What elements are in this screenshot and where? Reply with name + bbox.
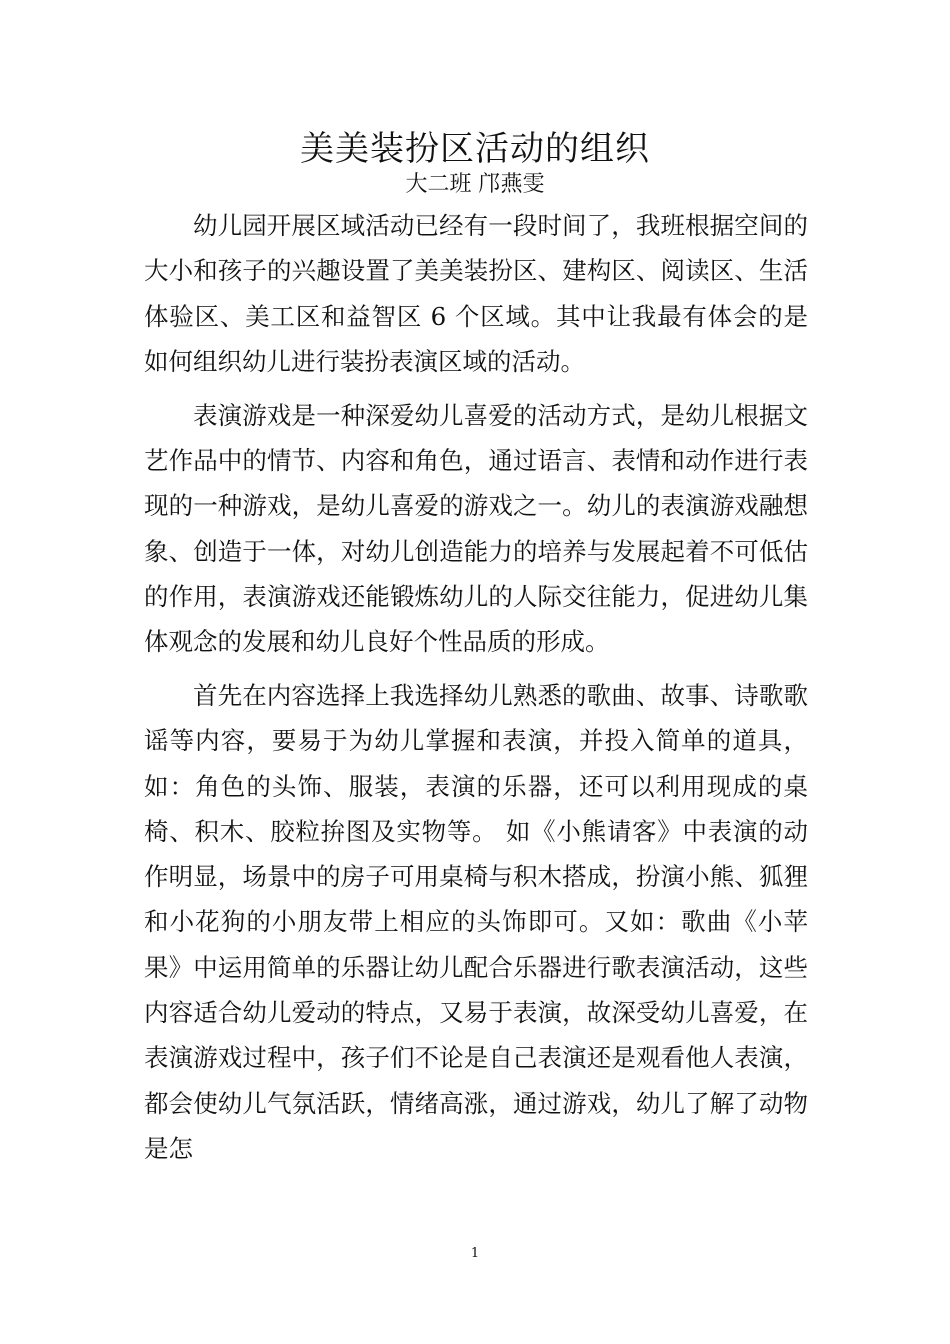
body-text — [144, 203, 808, 1180]
paragraph-3: 首先在内容选择上我选择幼儿熟悉的歌曲、故事、诗歌歌谣等内容，要易于为幼儿掌握和表演，并投入简单的道具，如：角色的头饰、服装，表演的乐器，还可以利用现成的桌椅、积木、胶粒拚图及实物等。 如《小熊请客》中表演的动作明显，场景中的房子可用桌椅与积木搭成，扮演小熊、狐狸和小花狗的小朋友带上相应的头饰即可。又如：歌曲《小苹果》中运用简单的乐器让幼儿配合乐器进行歌表演活动，这些内容适合幼儿爱动的特点，又易于表演，故深受幼儿喜爱，在表演游戏过程中，孩子们不论是自己表演还是观看他人表演，都会使幼儿气氛活跃，情绪高涨，通过游戏，幼儿了解了动物是怎 — [144, 680, 808, 1163]
author-line: 大二班 邝燕雯 — [405, 172, 545, 197]
page-title: 美美装扮区活动的组织 — [300, 129, 650, 169]
page-number: 1 — [470, 1246, 480, 1261]
paragraph-2: 表演游戏是一种深爱幼儿喜爱的活动方式，是幼儿根据文艺作品中的情节、内容和角色，通过语言、表情和动作进行表现的一种游戏，是幼儿喜爱的游戏之一。幼儿的表演游戏融想象、创造于一体，对幼儿创造能力的培养与发展起着不可低估的作用，表演游戏还能锻炼幼儿的人际交往能力，促进幼儿集体观念的发展和幼儿良好个性品质的形成。 — [144, 400, 808, 657]
paragraph-1: 幼儿园开展区域活动已经有一段时间了，我班根据空间的大小和孩子的兴趣设置了美美装扮区、建构区、阅读区、生活体验区、美工区和益智区 6 个区域。其中让我最有体会的是如何组织幼儿进行装扮表演区域的活动。 — [144, 211, 808, 376]
